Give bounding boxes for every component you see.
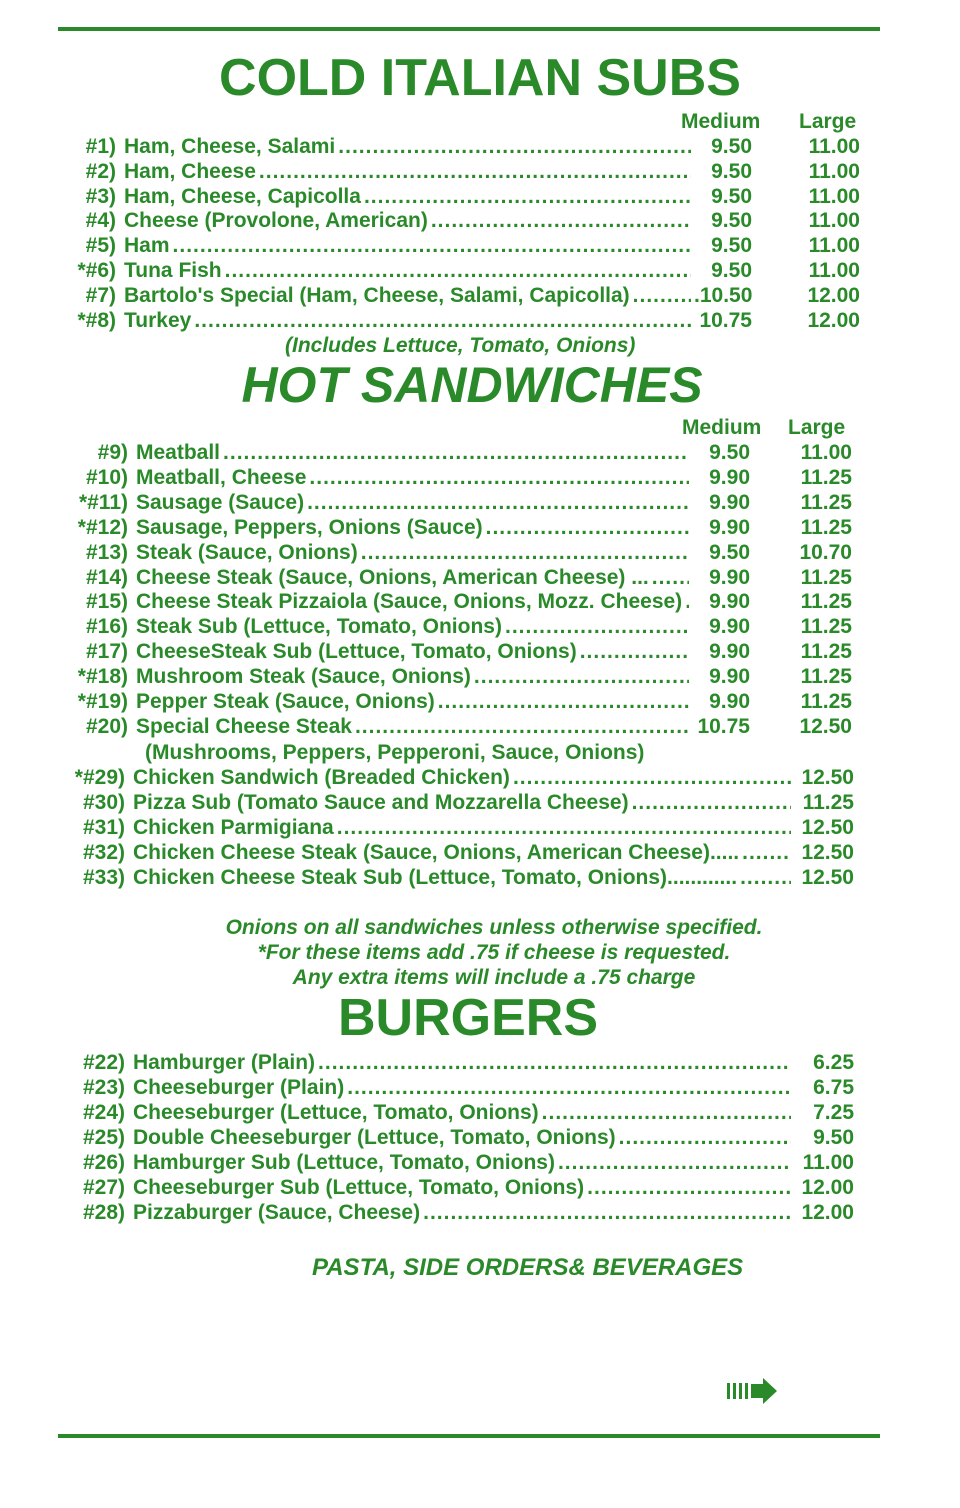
- menu-item-row: [70, 566, 852, 591]
- cold-subs-medium-header: Medium: [681, 110, 761, 133]
- menu-item-row: [70, 665, 852, 690]
- large-price: 11.25: [800, 565, 852, 589]
- large-price: 11.25: [800, 690, 852, 713]
- item-number: #27): [82, 1176, 125, 1199]
- menu-item-row: [70, 209, 860, 234]
- item-number: #2): [85, 159, 116, 183]
- item-price: 12.50: [801, 841, 854, 864]
- medium-price: 9.90: [709, 665, 750, 689]
- menu-item-row: [70, 1076, 854, 1101]
- item-number: *#18): [77, 665, 128, 689]
- large-price: 11.00: [808, 234, 860, 258]
- menu-item-row: [70, 1176, 854, 1201]
- bottom-rule: [58, 1434, 880, 1438]
- item-name: Ham: [124, 234, 170, 258]
- item-name: Pizza Sub (Tomato Sauce and Mozzarella Cheese): [133, 791, 629, 814]
- item-price: 11.25: [802, 791, 854, 814]
- dot-leader: [364, 185, 691, 209]
- item-name: Double Cheeseburger (Lettuce, Tomato, Onions): [133, 1126, 616, 1149]
- dot-leader: [223, 441, 689, 465]
- menu-item-row: [70, 640, 852, 665]
- next-section-label: PASTA, SIDE ORDERS& BEVERAGES: [312, 1254, 744, 1281]
- menu-item-row: [70, 441, 852, 466]
- sandwich-note-line: *For these items add .75 if cheese is requested.: [257, 941, 731, 964]
- menu-item-row: [70, 866, 854, 891]
- sandwich-note-line: Any extra items will include a .75 charge: [292, 966, 696, 989]
- item-number: #30): [82, 791, 125, 814]
- dot-leader: [619, 1126, 791, 1150]
- menu-item-row: [70, 1051, 854, 1076]
- medium-price: 9.50: [711, 234, 752, 258]
- dot-leader: [652, 566, 689, 590]
- item-name: Pepper Steak (Sauce, Onions): [136, 690, 435, 713]
- item-name: Cheeseburger (Lettuce, Tomato, Onions): [133, 1101, 539, 1124]
- item-name: Steak (Sauce, Onions): [136, 540, 358, 564]
- top-rule: [58, 27, 880, 31]
- medium-price: 9.90: [709, 690, 750, 713]
- item-price: 6.75: [813, 1076, 854, 1099]
- menu-item-row: [70, 690, 852, 715]
- menu-item-row: [70, 766, 854, 791]
- item-number: #28): [82, 1201, 125, 1224]
- menu-item-row: [70, 816, 854, 841]
- dot-leader: [307, 491, 689, 515]
- sandwich-notes: [14, 915, 960, 990]
- cold-subs-includes-note: (Includes Lettuce, Tomato, Onions): [285, 334, 636, 357]
- large-price: 11.00: [800, 441, 852, 464]
- dot-leader: [173, 234, 691, 258]
- item-name: Chicken Cheese Steak (Sauce, Onions, American Cheese).....: [133, 841, 740, 864]
- large-price: 11.00: [808, 135, 860, 158]
- item-name: Ham, Cheese: [124, 159, 256, 183]
- dot-leader: [633, 284, 691, 308]
- medium-price: 9.90: [709, 490, 750, 514]
- item-number: #5): [85, 234, 116, 258]
- large-price: 11.00: [808, 259, 860, 282]
- item-number: #24): [82, 1101, 125, 1124]
- sandwich-note-line: Onions on all sandwiches unless otherwise specified.: [225, 916, 763, 939]
- medium-price: .10.50: [694, 283, 753, 307]
- item-name: Sausage (Sauce): [136, 490, 305, 514]
- menu-item-row: [70, 715, 852, 740]
- dot-leader: [438, 690, 689, 714]
- menu-item-row: [70, 791, 854, 816]
- dot-leader: [558, 1151, 791, 1175]
- medium-price: 9.50: [711, 209, 752, 233]
- menu-item-row: [70, 615, 852, 640]
- item-number: #22): [82, 1051, 125, 1074]
- medium-price: 9.90: [709, 465, 750, 489]
- cold-subs-large-header: Large: [799, 110, 857, 133]
- item-name: Cheeseburger Sub (Lettuce, Tomato, Onions): [133, 1176, 585, 1199]
- menu-item-row: [70, 841, 854, 866]
- item-name: Hamburger Sub (Lettuce, Tomato, Onions): [133, 1151, 555, 1174]
- item-name: Tuna Fish: [124, 259, 222, 282]
- medium-price: 9.90: [709, 590, 750, 614]
- medium-price: 9.90: [709, 565, 750, 589]
- medium-price: 10.75: [697, 714, 750, 738]
- medium-price: 9.90: [709, 515, 750, 539]
- item-name: Bartolo's Special (Ham, Cheese, Salami, Capicolla): [124, 283, 630, 307]
- item-price: 12.50: [801, 816, 854, 839]
- item-price: 12.00: [801, 1201, 854, 1224]
- item-number: #20): [85, 714, 128, 738]
- item-number: #1): [85, 135, 116, 158]
- dot-leader: [347, 1076, 791, 1100]
- dot-leader: [474, 665, 689, 689]
- dot-leader: [431, 209, 691, 233]
- item-number: #25): [82, 1126, 125, 1149]
- hot-sandwiches-title: HOT SANDWICHES: [241, 357, 703, 413]
- next-page-arrow-icon[interactable]: [727, 1378, 777, 1404]
- large-price: 11.00: [808, 184, 860, 208]
- item-number: #7): [85, 283, 116, 307]
- menu-item-row: [70, 516, 852, 541]
- medium-price: 9.50: [711, 259, 752, 282]
- dot-leader: [194, 309, 691, 333]
- item-number: #33): [82, 866, 125, 889]
- menu-item-row: [70, 185, 860, 210]
- item-number: #23): [82, 1076, 125, 1099]
- item-number: #3): [85, 184, 116, 208]
- large-price: 11.25: [800, 665, 852, 689]
- dot-leader: [632, 791, 791, 815]
- medium-price: 9.50: [711, 159, 752, 183]
- menu-item-row: [70, 160, 860, 185]
- item-name: Mushroom Steak (Sauce, Onions): [136, 665, 471, 689]
- dot-leader: [742, 841, 791, 865]
- menu-item-row: [70, 309, 860, 334]
- item-name: Steak Sub (Lettuce, Tomato, Onions): [136, 615, 502, 639]
- menu-item-row: [70, 541, 852, 566]
- dot-leader: [513, 766, 791, 790]
- dot-leader: [361, 541, 689, 565]
- dot-leader: [225, 259, 691, 283]
- item-name: Sausage, Peppers, Onions (Sauce): [136, 515, 483, 539]
- large-price: 11.25: [800, 640, 852, 664]
- menu-item-row: [70, 284, 860, 309]
- large-price: 11.25: [800, 515, 852, 539]
- item-number: *#12): [77, 515, 128, 539]
- item-name: Cheese Steak (Sauce, Onions, American Cheese) ...: [136, 565, 649, 589]
- dot-leader: [505, 615, 689, 639]
- medium-price: 9.50: [709, 441, 750, 464]
- medium-price: 9.90: [709, 640, 750, 664]
- large-price: 11.25: [800, 490, 852, 514]
- large-price: 11.25: [800, 615, 852, 639]
- item-price: 12.00: [801, 1176, 854, 1199]
- item-number: *#8): [77, 308, 116, 332]
- item-number: #17): [85, 640, 128, 664]
- item-number: *#6): [77, 259, 116, 282]
- menu-item-row: [70, 135, 860, 160]
- item-price: 12.50: [801, 866, 854, 889]
- menu-item-row: [70, 590, 852, 615]
- item-name: Meatball: [136, 441, 221, 464]
- dot-leader: [318, 1051, 791, 1075]
- item-name: Cheeseburger (Plain): [133, 1076, 345, 1099]
- cold-subs-title: COLD ITALIAN SUBS: [219, 49, 741, 107]
- item-name: CheeseSteak Sub (Lettuce, Tomato, Onions): [136, 640, 577, 664]
- item-20-description: (Mushrooms, Peppers, Pepperoni, Sauce, Onions): [145, 741, 645, 764]
- dot-leader: [486, 516, 689, 540]
- item-name: Special Cheese Steak: [136, 714, 352, 738]
- menu-item-row: [70, 1101, 854, 1126]
- item-number: #13): [85, 540, 128, 564]
- item-name: Meatball, Cheese: [136, 465, 307, 489]
- item-price: 7.25: [813, 1101, 854, 1124]
- dot-leader: [355, 715, 689, 739]
- item-number: #9): [97, 441, 128, 464]
- medium-price: 9.50: [711, 135, 752, 158]
- large-price: 10.70: [799, 540, 852, 564]
- item-name: Cheese Steak Pizzaiola (Sauce, Onions, Mozz. Cheese): [136, 590, 683, 614]
- menu-item-row: [70, 259, 860, 284]
- item-name: Ham, Cheese, Capicolla: [124, 184, 361, 208]
- item-number: *#29): [74, 766, 125, 789]
- menu-item-row: [70, 1126, 854, 1151]
- dot-leader: [259, 160, 691, 184]
- item-price: 9.50: [813, 1126, 854, 1149]
- item-number: #26): [82, 1151, 125, 1174]
- dot-leader: [309, 466, 689, 490]
- item-name: Cheese (Provolone, American): [124, 209, 428, 233]
- item-name: Chicken Parmigiana: [133, 816, 334, 839]
- item-number: #14): [85, 565, 128, 589]
- item-name: Chicken Sandwich (Breaded Chicken): [133, 766, 510, 789]
- item-name: Hamburger (Plain): [133, 1051, 316, 1074]
- hot-sandwiches-large-header: Large: [788, 416, 846, 439]
- large-price: 12.50: [799, 714, 852, 738]
- item-number: *#19): [77, 690, 128, 713]
- large-price: 11.25: [800, 465, 852, 489]
- medium-price: 9.50: [711, 184, 752, 208]
- hot-sandwiches-medium-header: Medium: [682, 416, 762, 439]
- burgers-title: BURGERS: [337, 989, 599, 1047]
- dot-leader: [423, 1201, 791, 1225]
- menu-item-row: [70, 234, 860, 259]
- dot-leader: [337, 816, 791, 840]
- dot-leader: [580, 640, 689, 664]
- large-price: 11.25: [800, 590, 852, 614]
- item-number: *#11): [78, 490, 128, 514]
- item-number: #32): [82, 841, 125, 864]
- large-price: 12.00: [807, 308, 860, 332]
- menu-item-row: [70, 491, 852, 516]
- dot-leader: [587, 1176, 791, 1200]
- menu-item-row: [70, 466, 852, 491]
- large-price: 12.00: [807, 283, 860, 307]
- item-number: #31): [82, 816, 125, 839]
- item-price: 11.00: [802, 1151, 854, 1174]
- item-name: Turkey: [124, 308, 192, 332]
- dot-leader: [740, 866, 791, 890]
- item-price: 6.25: [813, 1051, 854, 1074]
- item-name: Chicken Cheese Steak Sub (Lettuce, Tomato, Onions)............: [133, 866, 738, 889]
- item-name: Pizzaburger (Sauce, Cheese): [133, 1201, 421, 1224]
- menu-item-row: [70, 1201, 854, 1226]
- large-price: 11.00: [808, 209, 860, 233]
- item-number: #16): [85, 615, 128, 639]
- medium-price: 9.50: [709, 540, 750, 564]
- large-price: 11.00: [808, 159, 860, 183]
- medium-price: 9.90: [709, 615, 750, 639]
- dot-leader: [685, 590, 689, 614]
- medium-price: 10.75: [699, 308, 752, 332]
- item-number: #10): [85, 465, 128, 489]
- item-number: #4): [85, 209, 116, 233]
- item-name: Ham, Cheese, Salami: [124, 135, 336, 158]
- dot-leader: [542, 1101, 791, 1125]
- item-number: #15): [85, 590, 128, 614]
- dot-leader: [338, 135, 691, 159]
- menu-item-row: [70, 1151, 854, 1176]
- item-price: 12.50: [801, 766, 854, 789]
